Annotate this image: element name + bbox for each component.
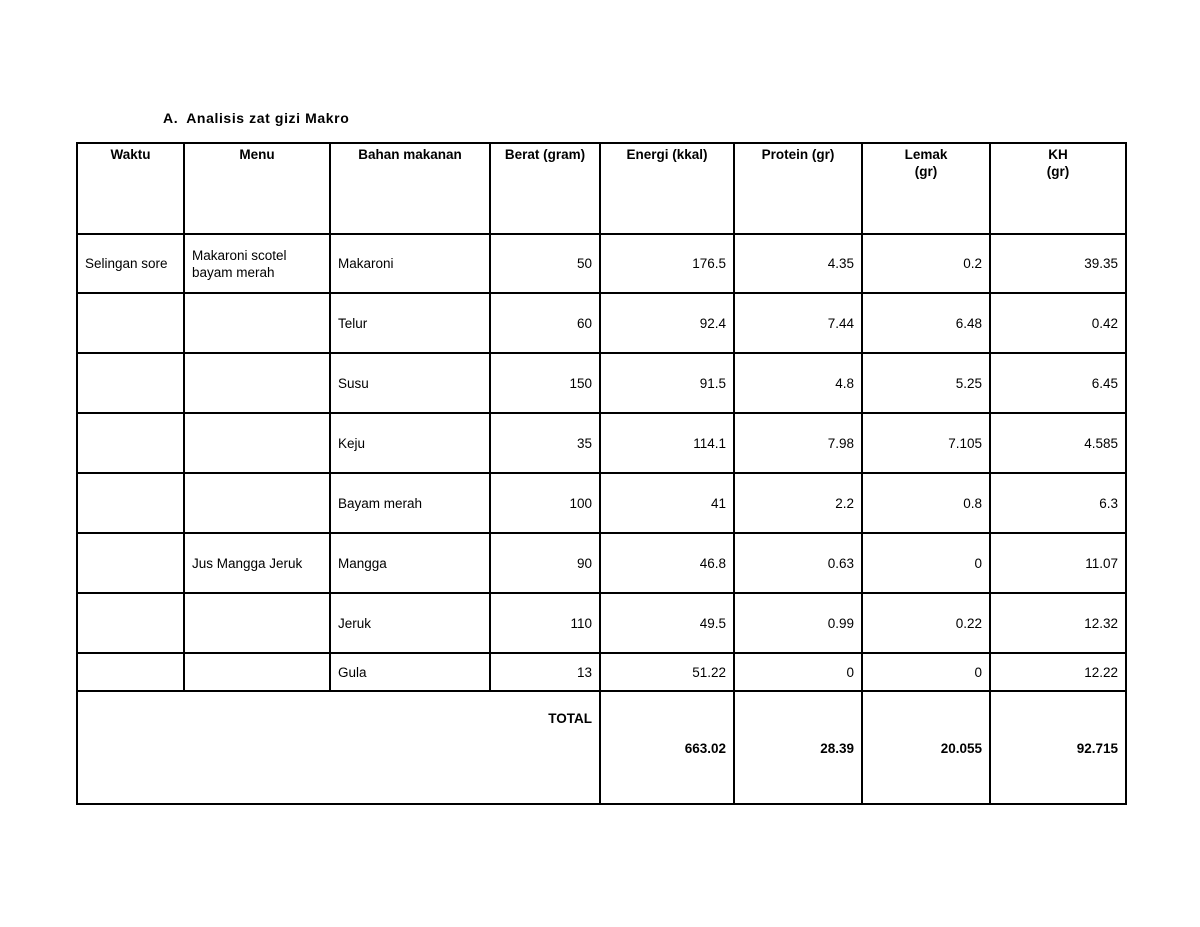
cell-berat: 100 [490, 473, 600, 533]
cell-menu [184, 353, 330, 413]
cell-bahan: Keju [330, 413, 490, 473]
cell-kh: 39.35 [990, 234, 1126, 293]
header-lemak: Lemak (gr) [862, 143, 990, 234]
table-row [77, 533, 1126, 593]
total-label: TOTAL [77, 691, 600, 804]
cell-menu [184, 593, 330, 653]
cell-lemak: 5.25 [862, 353, 990, 413]
cell-kh: 12.22 [990, 653, 1126, 691]
total-energi: 663.02 [600, 691, 734, 804]
cell-menu [184, 413, 330, 473]
cell-menu [184, 653, 330, 691]
cell-protein: 7.44 [734, 293, 862, 353]
total-protein: 28.39 [734, 691, 862, 804]
total-row [77, 691, 1126, 804]
cell-kh: 11.07 [990, 533, 1126, 593]
cell-menu [184, 473, 330, 533]
cell-kh: 0.42 [990, 293, 1126, 353]
cell-waktu [77, 473, 184, 533]
cell-lemak: 6.48 [862, 293, 990, 353]
nutrition-table [76, 142, 1127, 805]
section-number: A. [163, 110, 179, 126]
table-row [77, 413, 1126, 473]
cell-berat: 35 [490, 413, 600, 473]
cell-bahan: Jeruk [330, 593, 490, 653]
table-header-row [77, 143, 1126, 234]
cell-kh: 6.45 [990, 353, 1126, 413]
cell-energi: 114.1 [600, 413, 734, 473]
cell-waktu: Selingan sore [77, 234, 184, 293]
cell-lemak: 0.8 [862, 473, 990, 533]
cell-lemak: 0 [862, 653, 990, 691]
cell-protein: 4.35 [734, 234, 862, 293]
table-row [77, 293, 1126, 353]
cell-berat: 50 [490, 234, 600, 293]
header-berat: Berat (gram) [490, 143, 600, 234]
cell-waktu [77, 293, 184, 353]
cell-menu [184, 293, 330, 353]
cell-bahan: Telur [330, 293, 490, 353]
cell-protein: 0.99 [734, 593, 862, 653]
cell-kh: 6.3 [990, 473, 1126, 533]
cell-waktu [77, 413, 184, 473]
cell-menu: Jus Mangga Jeruk [184, 533, 330, 593]
cell-berat: 110 [490, 593, 600, 653]
cell-bahan: Susu [330, 353, 490, 413]
table-row [77, 653, 1126, 691]
total-kh: 92.715 [990, 691, 1126, 804]
cell-protein: 7.98 [734, 413, 862, 473]
cell-waktu [77, 533, 184, 593]
cell-energi: 49.5 [600, 593, 734, 653]
table-row [77, 593, 1126, 653]
cell-energi: 51.22 [600, 653, 734, 691]
cell-berat: 90 [490, 533, 600, 593]
cell-protein: 0.63 [734, 533, 862, 593]
cell-waktu [77, 353, 184, 413]
cell-lemak: 0.2 [862, 234, 990, 293]
cell-waktu [77, 593, 184, 653]
cell-menu: Makaroni scotel bayam merah [184, 234, 330, 293]
cell-lemak: 0 [862, 533, 990, 593]
section-title: Analisis zat gizi Makro [186, 110, 350, 126]
cell-kh: 4.585 [990, 413, 1126, 473]
cell-energi: 176.5 [600, 234, 734, 293]
cell-energi: 91.5 [600, 353, 734, 413]
total-lemak: 20.055 [862, 691, 990, 804]
cell-protein: 4.8 [734, 353, 862, 413]
table-row [77, 234, 1126, 293]
cell-berat: 60 [490, 293, 600, 353]
section-heading [163, 110, 349, 126]
cell-bahan: Bayam merah [330, 473, 490, 533]
cell-energi: 46.8 [600, 533, 734, 593]
header-bahan-makanan: Bahan makanan [330, 143, 490, 234]
cell-berat: 150 [490, 353, 600, 413]
cell-lemak: 0.22 [862, 593, 990, 653]
cell-lemak: 7.105 [862, 413, 990, 473]
header-kh: KH (gr) [990, 143, 1126, 234]
table-row [77, 353, 1126, 413]
cell-bahan: Gula [330, 653, 490, 691]
header-waktu: Waktu [77, 143, 184, 234]
header-menu: Menu [184, 143, 330, 234]
table-row [77, 473, 1126, 533]
header-protein: Protein (gr) [734, 143, 862, 234]
cell-bahan: Mangga [330, 533, 490, 593]
cell-protein: 2.2 [734, 473, 862, 533]
cell-bahan: Makaroni [330, 234, 490, 293]
cell-energi: 92.4 [600, 293, 734, 353]
cell-energi: 41 [600, 473, 734, 533]
cell-berat: 13 [490, 653, 600, 691]
cell-waktu [77, 653, 184, 691]
cell-kh: 12.32 [990, 593, 1126, 653]
cell-protein: 0 [734, 653, 862, 691]
header-energi: Energi (kkal) [600, 143, 734, 234]
